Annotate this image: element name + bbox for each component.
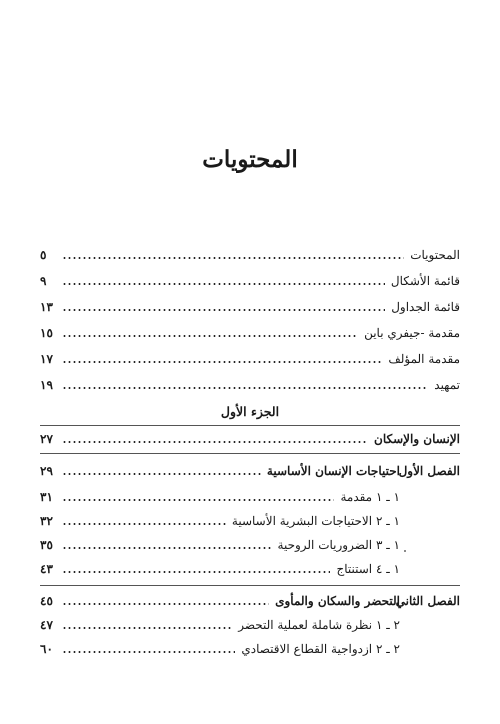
toc-entry-page: ٥ [40, 248, 47, 262]
section-label: ٢ ـ ١ نظرة شاملة لعملية التحضر [238, 618, 400, 632]
toc-entry-label: مقدمة -جيفري باين [364, 326, 460, 340]
part-page: ٢٧ [40, 432, 53, 446]
chapter-label: الفصل الثاني [395, 594, 460, 608]
chapter-page: ٢٩ [40, 464, 53, 478]
toc-entry [40, 244, 460, 266]
divider-rule [40, 585, 460, 586]
section-label: ١ ـ ٤ استنتاج [336, 562, 400, 576]
page-title: المحتويات [202, 146, 298, 173]
dot-leader [62, 309, 385, 311]
toc-entry [40, 322, 460, 344]
section-page: ٤٣ [40, 562, 53, 576]
chapter-entry [40, 590, 460, 612]
dot-leader [62, 387, 428, 389]
chapter-title: التحضر والسكان والمأوى [275, 594, 400, 608]
dot-leader [62, 441, 368, 443]
section-page: ٤٧ [40, 618, 53, 632]
dot-leader [62, 547, 272, 549]
section-page: ٦٠ [40, 642, 53, 656]
dot-leader [62, 627, 232, 629]
section-entry [40, 638, 460, 660]
dot-leader [62, 499, 334, 501]
dot-leader [62, 257, 404, 259]
toc-entry [40, 270, 460, 292]
dot-leader [62, 283, 385, 285]
section-page: ٣١ [40, 490, 53, 504]
chapter-page: ٤٥ [40, 594, 53, 608]
section-page: ٣٢ [40, 514, 53, 528]
toc-entry-page: ١٥ [40, 326, 53, 340]
toc-entry-page: ١٧ [40, 352, 53, 366]
section-page: ٣٥ [40, 538, 53, 552]
dot-leader [62, 523, 226, 525]
part-entry [40, 428, 460, 450]
dot-leader [62, 335, 358, 337]
dot-leader [62, 361, 382, 363]
section-entry [40, 486, 460, 508]
section-label: ٢ ـ ٢ ازدواجية القطاع الاقتصادي [241, 642, 400, 656]
divider-rule [40, 425, 460, 426]
toc-entry-page: ٩ [40, 274, 47, 288]
dot-leader [62, 571, 330, 573]
toc-entry-label: مقدمة المؤلف [388, 352, 460, 366]
toc-entry-page: ١٩ [40, 378, 53, 392]
dot-leader [62, 603, 269, 605]
toc-entry-label: المحتويات [410, 248, 460, 262]
dot-leader [62, 651, 235, 653]
section-label: ١ ـ ٢ الاحتياجات البشرية الأساسية [231, 514, 400, 528]
divider-rule [40, 453, 460, 454]
stray-mark [404, 550, 406, 552]
chapter-entry [40, 460, 460, 482]
section-entry [40, 614, 460, 636]
chapter-title: احتياجات الإنسان الأساسية [266, 464, 400, 478]
section-entry [40, 534, 460, 556]
toc-entry [40, 348, 460, 370]
toc-entry-label: قائمة الجداول [391, 300, 460, 314]
part-title: الجزء الأول [220, 404, 280, 419]
dot-leader [62, 473, 261, 475]
toc-entry [40, 296, 460, 318]
toc-entry-page: ١٣ [40, 300, 53, 314]
section-entry [40, 510, 460, 532]
chapter-label: الفصل الأول [398, 464, 460, 478]
section-entry [40, 558, 460, 580]
toc-entry-label: تمهيد [434, 378, 460, 392]
part-subtitle: الإنسان والإسكان [374, 432, 460, 446]
section-label: ١ ـ ٣ الضروريات الروحية [277, 538, 400, 552]
toc-entry [40, 374, 460, 396]
section-label: ١ ـ ١ مقدمة [340, 490, 400, 504]
toc-entry-label: قائمة الأشكال [390, 274, 460, 288]
